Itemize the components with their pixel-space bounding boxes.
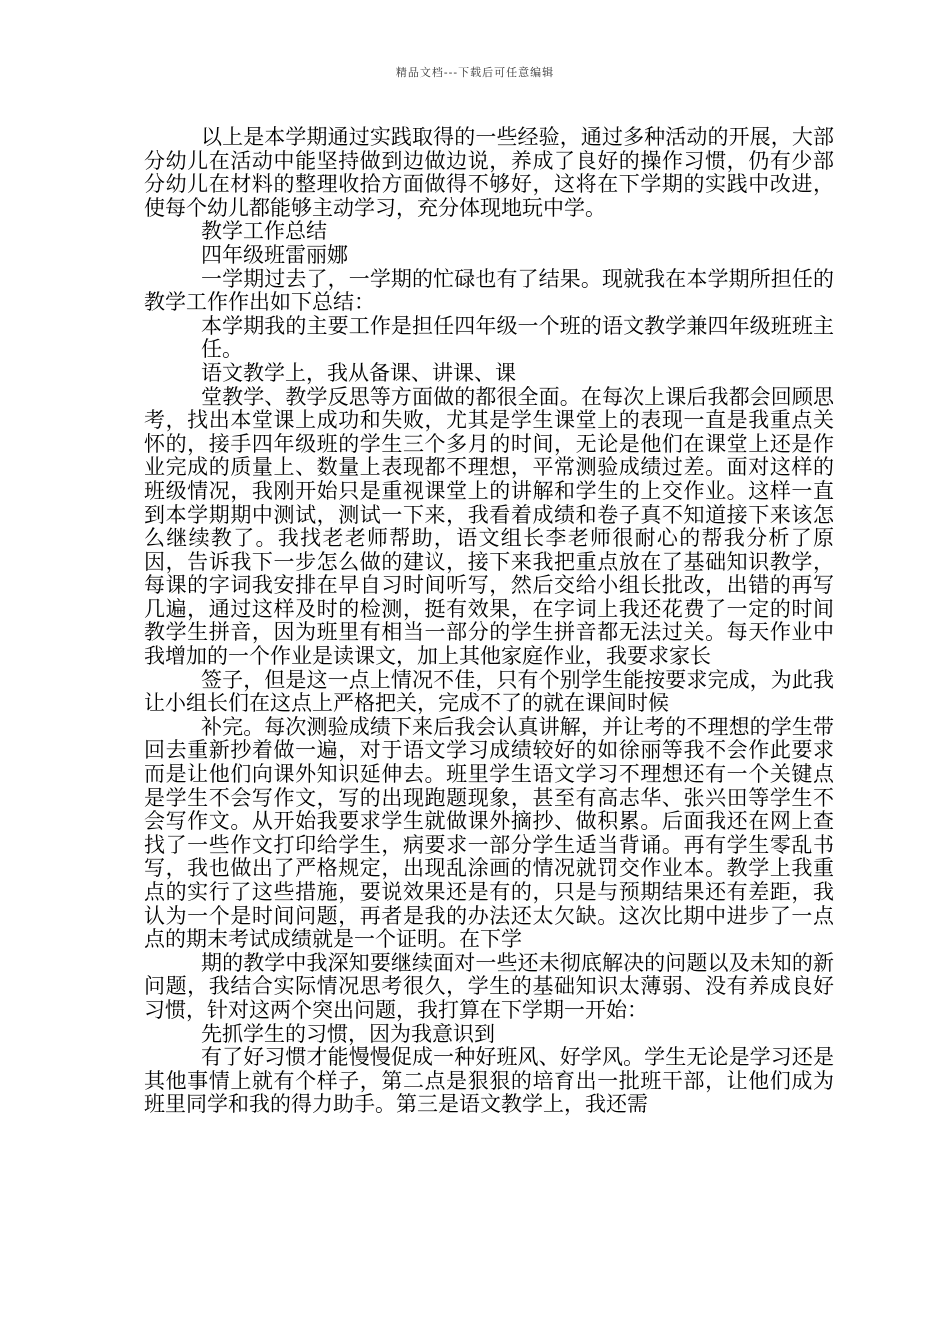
paragraph-intro: 一学期过去了，一学期的忙碌也有了结果。现就我在本学期所担任的教学工作作出如下总结： <box>144 266 834 315</box>
paragraph-teaching-detail: 堂教学、教学反思等方面做的都很全面。在每次上课后我都会回顾思考，找出本堂课上成功和失败，尤其是学生课堂上的表现一直是我重点关怀的，接手四年级班的学生三个多月的时间，无论是他们在课堂上还是作业完成的质量上、数量上表现都不理想，平常测验成绩过差。面对这样的班级情况，我刚开始只是重视课堂上的讲解和学生的上交作业。这样一直到本学期期中测试，测试一下来，我看着成绩和卷子真不知道接下来该怎么继续教了。我找老老师帮助，语文组长李老师很耐心的帮我分析了原因，告诉我下一步怎么做的建议，接下来我把重点放在了基础知识教学，每课的字词我安排在早自习时间听写，然后交给小组长批改，出错的再写几遍，通过这样及时的检测，挺有效果，在字词上我还花费了一定的时间教学生拼音，因为班里有相当一部分的学生拼音都无法过关。每天作业中我增加的一个作业是读课文，加上其他家庭作业，我要求家长 <box>144 384 834 669</box>
paragraph-makeup-work: 补完。每次测验成绩下来后我会认真讲解，并让考的不理想的学生带回去重新抄着做一遍，对于语文学习成绩较好的如徐丽等我不会作此要求而是让他们向课外知识延伸去。班里学生语文学习不理想还有一个关键点是学生不会写作文，写的出现跑题现象，甚至有高志华、张兴田等学生不会写作文。从开始我要求学生就做课外摘抄、做积累。后面我还在网上查找了一些作文打印给学生，病要求一部分学生适当背诵。再有学生零乱书写，我也做出了严格规定，出现乱涂画的情况就罚交作业本。教学上我重点的实行了这些措施，要说效果还是有的，只是与预期结果还有差距，我认为一个是时间问题，再者是我的办法还太欠缺。这次比期中进步了一点点的期末考试成绩就是一个证明。在下学 <box>144 714 834 952</box>
paragraph-author: 四年级班雷丽娜 <box>201 242 348 267</box>
paragraph-main-work: 本学期我的主要工作是担任四年级一个班的语文教学兼四年级班班主任。 <box>201 313 834 362</box>
paragraph-title: 教学工作总结 <box>201 219 327 244</box>
paragraph-class-style: 有了好习惯才能慢慢促成一种好班风、好学风。学生无论是学习还是其他事情上就有个样子，第二点是狠狠的培育出一批班干部，让他们成为班里同学和我的得力助手。第三是语文教学上，我还需 <box>144 1045 834 1117</box>
paragraph-signature: 签子，但是这一点上情况不佳，只有个别学生能按要求完成，为此我让小组长们在这点上严格把关，完成不了的就在课间时候 <box>144 667 834 716</box>
paragraph-teaching-start: 语文教学上，我从备课、讲课、课 <box>201 360 516 385</box>
page-header: 精品文档---下载后可任意编辑 <box>395 66 555 79</box>
paragraph-next-term: 期的教学中我深知要继续面对一些还未彻底解决的问题以及未知的新问题，我结合实际情况思考很久，学生的基础知识太薄弱、没有养成良好习惯，针对这两个突出问题，我打算在下学期一开始： <box>144 950 834 1022</box>
paragraph-habits: 先抓学生的习惯，因为我意识到 <box>201 1021 495 1046</box>
document-body <box>144 126 834 1117</box>
paragraph-summary-experience: 以上是本学期通过实践取得的一些经验，通过多种活动的开展，大部分幼儿在活动中能坚持做到边做边说，养成了良好的操作习惯，仍有少部分幼儿在材料的整理收拾方面做得不够好，这将在下学期的实践中改进，使每个幼儿都能够主动学习，充分体现地玩中学。 <box>144 125 834 220</box>
